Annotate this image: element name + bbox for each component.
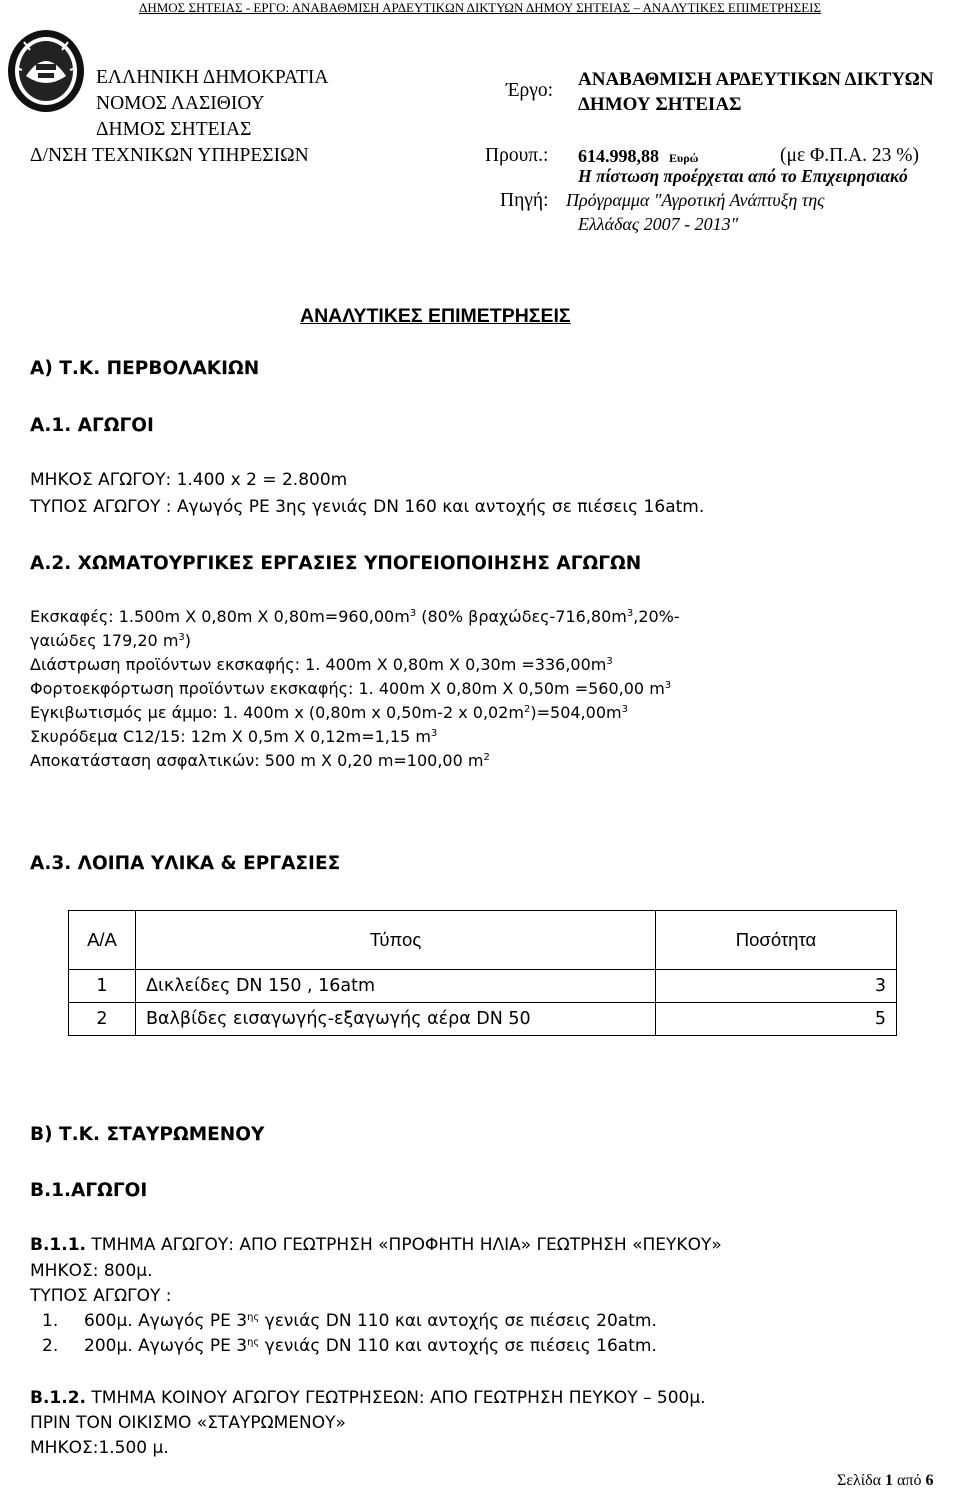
- row-no: 1: [69, 970, 136, 1003]
- sup-3: 3: [178, 632, 185, 643]
- loading-text: Φορτοεκφόρτωση προϊόντων εκσκαφής: 1. 400m Χ 0,80m Χ 0,50m =560,00 m: [30, 679, 665, 698]
- table-row: [69, 1003, 897, 1036]
- authority-line-3: ΔΗΜΟΣ ΣΗΤΕΙΑΣ: [96, 119, 252, 140]
- sup-3: 3: [430, 728, 438, 739]
- page-total: 6: [925, 1472, 934, 1489]
- list-item-text: γενιάς DN 110 και αντοχής σε πιέσεις 20atm.: [259, 1311, 657, 1331]
- concrete-text: Σκυρόδεμα C12/15: 12m Χ 0,5m Χ 0,12m=1,15 m: [30, 727, 431, 746]
- sup-3: 3: [626, 608, 634, 619]
- excavation-text-5: ): [184, 631, 192, 650]
- b11-number: Β.1.1.: [30, 1235, 86, 1255]
- sand-line: [30, 703, 628, 722]
- list-item-text: γενιάς DN 110 και αντοχής σε πιέσεις 16atm.: [259, 1336, 657, 1356]
- page-number: [837, 1472, 933, 1490]
- source-label: Πηγή:: [500, 190, 549, 211]
- source-line-3: Ελλάδας 2007 - 2013": [578, 214, 739, 234]
- list-item-number: 2.: [42, 1336, 59, 1356]
- list-item-text: 600μ. Αγωγός PE 3: [84, 1311, 248, 1331]
- sand-text-1: Εγκιβωτισμός με άμμο: 1. 400m x (0,80m x 0,50m-2 x 0,02m: [30, 703, 524, 722]
- row-no: 2: [69, 1003, 136, 1036]
- list-item: [42, 1336, 657, 1356]
- list-item-text: 200μ. Αγωγός PE 3: [84, 1336, 248, 1356]
- sup-3: 3: [409, 608, 417, 619]
- asphalt-line: [30, 751, 490, 770]
- page-word: Σελίδα: [837, 1472, 882, 1489]
- project-title-line-2: ΔΗΜΟΥ ΣΗΤΕΙΑΣ: [578, 94, 742, 115]
- header-quantity: Ποσότητα: [656, 911, 897, 970]
- list-item-number: 1.: [42, 1311, 59, 1331]
- spreading-line: [30, 655, 613, 674]
- page-of: από: [897, 1472, 922, 1489]
- sup-3: 3: [621, 704, 628, 715]
- source-line-2: Πρόγραμμα "Αγροτική Ανάπτυξη της: [566, 190, 825, 210]
- spreading-text: Διάστρωση προϊόντων εκσκαφής: 1. 400m Χ 0,80m Χ 0,30m =336,00m: [30, 655, 607, 674]
- asphalt-text: Αποκατάσταση ασφαλτικών: 500 m Χ 0,20 m=100,00 m: [30, 751, 484, 770]
- b12-number: Β.1.2.: [30, 1388, 86, 1408]
- pipe-length: ΜΗΚΟΣ ΑΓΩΓΟΥ: 1.400 x 2 = 2.800m: [30, 470, 348, 490]
- budget-vat: (με Φ.Π.Α. 23 %): [780, 145, 920, 166]
- b11-title: ΤΜΗΜΑ ΑΓΩΓΟΥ: ΑΠΟ ΓΕΩΤΡΗΣΗ «ΠΡΟΦΗΤΗ ΗΛΙΑ» ΓΕΩΤΡΗΣΗ «ΠΕΥΚΟΥ»: [86, 1235, 722, 1255]
- list-item: [42, 1311, 657, 1331]
- sup-3: 3: [664, 680, 672, 691]
- b11-type: ΤΥΠΟΣ ΑΓΩΓΟΥ :: [30, 1286, 172, 1306]
- row-quantity: 5: [656, 1003, 897, 1036]
- sup-2: 2: [483, 752, 490, 763]
- b11-length: ΜΗΚΟΣ: 800μ.: [30, 1261, 153, 1281]
- materials-table: [68, 910, 897, 1036]
- b12-line-3: ΜΗΚΟΣ:1.500 μ.: [30, 1438, 169, 1458]
- section-a3-heading: Α.3. ΛΟΙΠΑ ΥΛΙΚΑ & ΕΡΓΑΣΙΕΣ: [30, 853, 341, 874]
- b11-line: [30, 1235, 722, 1255]
- b12-title: ΤΜΗΜΑ ΚΟΙΝΟΥ ΑΓΩΓΟΥ ΓΕΩΤΡΗΣΕΩΝ: ΑΠΟ ΓΕΩΤΡΗΣΗ ΠΕΥΚΟΥ – 500μ.: [86, 1388, 706, 1408]
- ordinal-sup: ης: [247, 1337, 260, 1348]
- sand-text-2: )=504,00m: [530, 703, 622, 722]
- excavation-text-2: (80% βραχώδες-716,80m: [416, 607, 627, 626]
- authority-line-2: ΝΟΜΟΣ ΛΑΣΙΘΙΟΥ: [96, 93, 265, 114]
- running-header-text: ΔΗΜΟΣ ΣΗΤΕΙΑΣ - ΕΡΓΟ: ΑΝΑΒΑΘΜΙΣΗ ΑΡΔΕΥΤΙΚΩΝ ΔΙΚΤΥΩΝ ΔΗΜΟΥ ΣΗΤΕΙΑΣ – ΑΝΑΛΥΤΙΚΕΣ ΕΠΙΜΕΤΡΗΣΕΙΣ: [138, 0, 822, 15]
- running-header: [0, 0, 960, 16]
- authority-line-4: Δ/ΝΣΗ ΤΕΧΝΙΚΩΝ ΥΠΗΡΕΣΙΩΝ: [30, 145, 309, 166]
- budget-value: 614.998,88: [578, 146, 659, 166]
- header-type: Τύπος: [136, 911, 656, 970]
- sup-2: 2: [523, 704, 531, 715]
- excavation-text-3: ,20%-: [633, 607, 680, 626]
- section-a-heading: Α) Τ.Κ. ΠΕΡΒΟΛΑΚΙΩΝ: [30, 358, 260, 379]
- loading-line: [30, 679, 671, 698]
- concrete-line: [30, 727, 437, 746]
- excavation-line-1: [30, 607, 680, 626]
- section-b1-heading: Β.1.ΑΓΩΓΟΙ: [30, 1180, 148, 1201]
- table-header-row: [69, 911, 897, 970]
- header-no: Α/Α: [69, 911, 136, 970]
- section-b-heading: Β) Τ.Κ. ΣΤΑΥΡΩΜΕΝΟΥ: [30, 1124, 265, 1145]
- authority-line-1: ΕΛΛΗΝΙΚΗ ΔΗΜΟΚΡΑΤΙΑ: [96, 67, 329, 88]
- row-quantity: 3: [656, 970, 897, 1003]
- pipe-type: ΤΥΠΟΣ ΑΓΩΓΟΥ : Αγωγός PE 3ης γενιάς DN 160 και αντοχής σε πιέσεις 16atm.: [30, 497, 705, 517]
- section-a2-heading: Α.2. ΧΩΜΑΤΟΥΡΓΙΚΕΣ ΕΡΓΑΣΙΕΣ ΥΠΟΓΕΙΟΠΟΙΗΣΗΣ ΑΓΩΓΩΝ: [30, 553, 642, 574]
- excavation-text-1: Εκσκαφές: 1.500m Χ 0,80m Χ 0,80m=960,00m: [30, 607, 410, 626]
- budget-currency: Ευρώ: [669, 151, 699, 165]
- table-row: [69, 970, 897, 1003]
- source-line-1: Η πίστωση προέρχεται από το Επιχειρησιακό: [578, 166, 908, 186]
- project-title-line-1: ΑΝΑΒΑΘΜΙΣΗ ΑΡΔΕΥΤΙΚΩΝ ΔΙΚΤΥΩΝ: [578, 69, 934, 90]
- budget-label: Προυπ.:: [485, 145, 549, 166]
- doc-title: ΑΝΑΛΥΤΙΚΕΣ ΕΠΙΜΕΤΡΗΣΕΙΣ: [300, 305, 571, 327]
- b12-line: [30, 1388, 706, 1408]
- project-label: Έργο:: [506, 80, 554, 101]
- b12-line-2: ΠΡΙΝ ΤΟΝ ΟΙΚΙΣΜΟ «ΣΤΑΥΡΩΜΕΝΟΥ»: [30, 1413, 346, 1433]
- section-a1-heading: Α.1. ΑΓΩΓΟΙ: [30, 415, 154, 436]
- row-type: Δικλείδες DN 150 , 16atm: [136, 970, 656, 1003]
- municipality-logo: [6, 28, 86, 114]
- ordinal-sup: ης: [247, 1312, 260, 1323]
- excavation-text-4: γαιώδες 179,20 m: [30, 631, 179, 650]
- excavation-line-2: [30, 631, 191, 650]
- sup-3: 3: [606, 656, 613, 667]
- seal-icon: [6, 28, 86, 114]
- row-type: Βαλβίδες εισαγωγής-εξαγωγής αέρα DN 50: [136, 1003, 656, 1036]
- page-current: 1: [885, 1472, 894, 1489]
